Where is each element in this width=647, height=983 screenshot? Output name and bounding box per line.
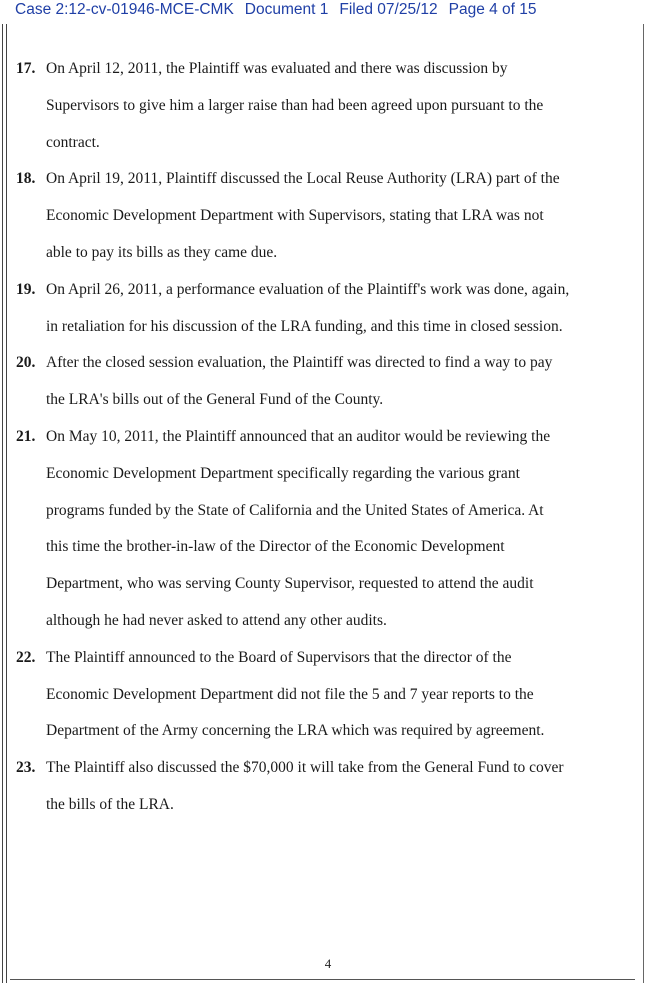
paragraph-22 <box>0 640 640 750</box>
paragraph-line: the bills of the LRA. <box>46 795 174 813</box>
paragraph-18 <box>0 161 640 271</box>
paragraph-20 <box>0 345 640 419</box>
paragraph-19 <box>0 272 640 346</box>
paragraph-number: 17. <box>16 60 36 77</box>
filed-date: Filed 07/25/12 <box>339 1 438 18</box>
paragraph-number: 21. <box>16 427 36 445</box>
paragraph-23 <box>0 750 640 824</box>
page-number: 4 <box>324 956 332 971</box>
footer-rule <box>10 979 635 980</box>
document-body <box>0 51 640 824</box>
paragraph-line: Economic Development Department did not file the 5 and 7 year reports to the <box>46 685 534 703</box>
paragraph-17 <box>0 51 640 161</box>
paragraph-line: After the closed session evaluation, the Plaintiff was directed to find a way to pay <box>46 354 553 372</box>
paragraph-line: contract. <box>46 133 100 151</box>
document-number: Document 1 <box>244 1 329 18</box>
paragraph-line: in retaliation for his discussion of the LRA funding, and this time in closed session. <box>46 317 563 335</box>
paragraph-number: 23. <box>16 759 36 777</box>
page-indicator: Page 4 of 15 <box>448 1 537 18</box>
paragraph-line: able to pay its bills as they came due. <box>46 243 278 261</box>
paragraph-line: programs funded by the State of California and the United States of America. At <box>46 501 544 519</box>
paragraph-number: 19. <box>16 280 36 298</box>
paragraph-line: The Plaintiff also discussed the $70,000 it will take from the General Fund to cover <box>46 759 564 777</box>
ecf-header <box>15 0 548 20</box>
paragraph-line: On April 26, 2011, a performance evaluation of the Plaintiff's work was done, again, <box>46 280 570 298</box>
paragraph-line: The Plaintiff announced to the Board of Supervisors that the director of the <box>46 648 512 666</box>
right-margin-rule <box>643 24 644 983</box>
paragraph-line: On May 10, 2011, the Plaintiff announced that an auditor would be reviewing the <box>46 427 551 445</box>
paragraph-line: Economic Development Department with Supervisors, stating that LRA was not <box>46 207 544 225</box>
paragraph-line: Supervisors to give him a larger raise than had been agreed upon pursuant to the <box>46 96 544 114</box>
paragraph-line: although he had never asked to attend any other audits. <box>46 611 387 629</box>
paragraph-line: this time the brother-in-law of the Director of the Economic Development <box>46 538 505 556</box>
paragraph-line: Economic Development Department specifically regarding the various grant <box>46 464 520 482</box>
paragraph-21 <box>0 419 640 640</box>
paragraph-line: the LRA's bills out of the General Fund of the County. <box>46 391 384 409</box>
paragraph-line: On April 12, 2011, the Plaintiff was evaluated and there was discussion by <box>46 60 508 77</box>
paragraph-line: On April 19, 2011, Plaintiff discussed the Local Reuse Authority (LRA) part of the <box>46 170 560 188</box>
paragraph-number: 20. <box>16 354 36 372</box>
paragraph-number: 22. <box>16 648 36 666</box>
paragraph-number: 18. <box>16 170 36 188</box>
paragraph-line: Department, who was serving County Supervisor, requested to attend the audit <box>46 575 534 593</box>
case-number: Case 2:12-cv-01946-MCE-CMK <box>15 1 234 18</box>
paragraph-line: Department of the Army concerning the LRA which was required by agreement. <box>46 722 545 740</box>
